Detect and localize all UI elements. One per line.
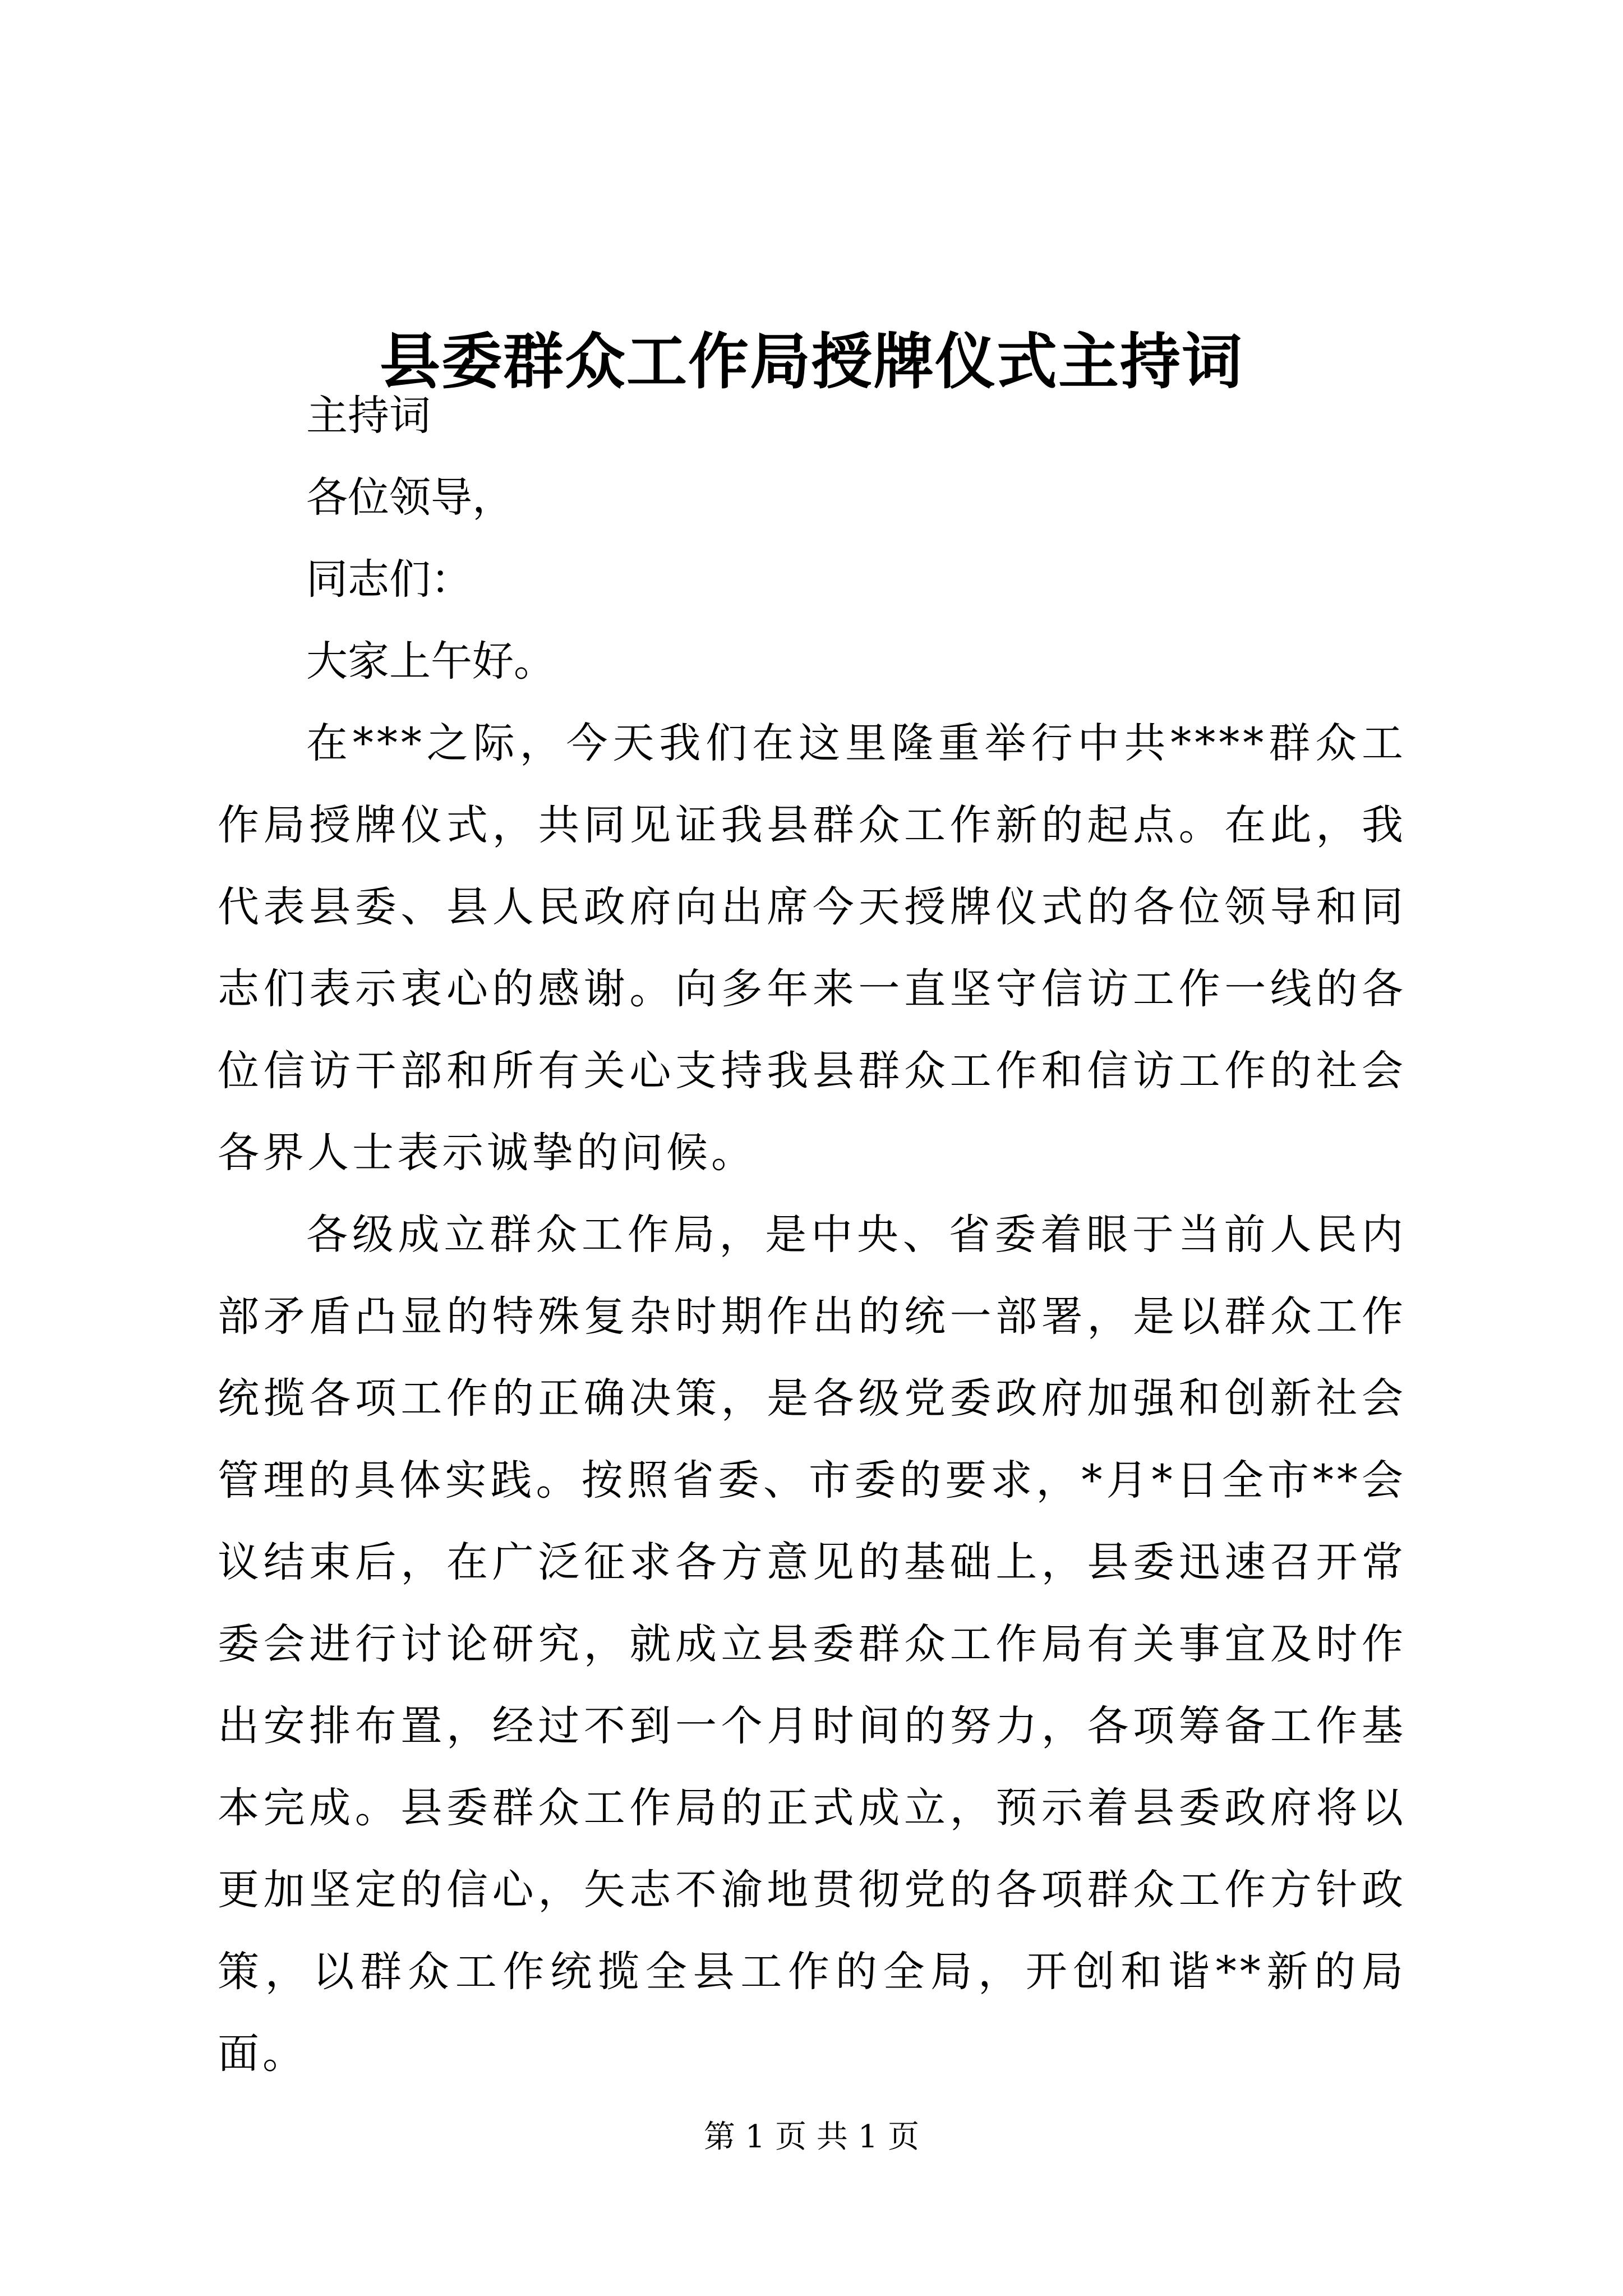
document-body	[218, 375, 1407, 2095]
paragraph-2: 各级成立群众工作局，是中央、省委着眼于当前人民内部矛盾凸显的特殊复杂时期作出的统一部署，是以群众工作统揽各项工作的正确决策，是各级党委政府加强和创新社会管理的具体实践。按照省委、市委的要求，*月*日全市**会议结束后，在广泛征求各方意见的基础上，县委迅速召开常委会进行讨论研究，就成立县委群众工作局有关事宜及时作出安排布置，经过不到一个月时间的努力，各项筹备工作基本完成。县委群众工作局的正式成立，预示着县委政府将以更加坚定的信心，矢志不渝地贯彻党的各项群众工作方针政策，以群众工作统揽全县工作的全局，开创和谐**新的局面。	[218, 1211, 1407, 2078]
greeting-line: 大家上午好。	[306, 637, 555, 685]
paragraph-1: 在***之际，今天我们在这里隆重举行中共****群众工作局授牌仪式，共同见证我县群众工作新的起点。在此，我代表县委、县人民政府向出席今天授牌仪式的各位领导和同志们表示衷心的感谢。向多年来一直坚守信访工作一线的各位信访干部和所有关心支持我县群众工作和信访工作的社会各界人士表示诚挚的问候。	[218, 719, 1407, 1177]
salutation-comrades: 同志们：	[306, 555, 472, 604]
heading-line: 主持词	[306, 392, 431, 440]
page-footer: 第 1 页 共 1 页	[703, 2119, 920, 2155]
salutation-leaders: 各位领导，	[306, 473, 514, 522]
document-title: 县委群众工作局授牌仪式主持词	[379, 326, 1243, 398]
